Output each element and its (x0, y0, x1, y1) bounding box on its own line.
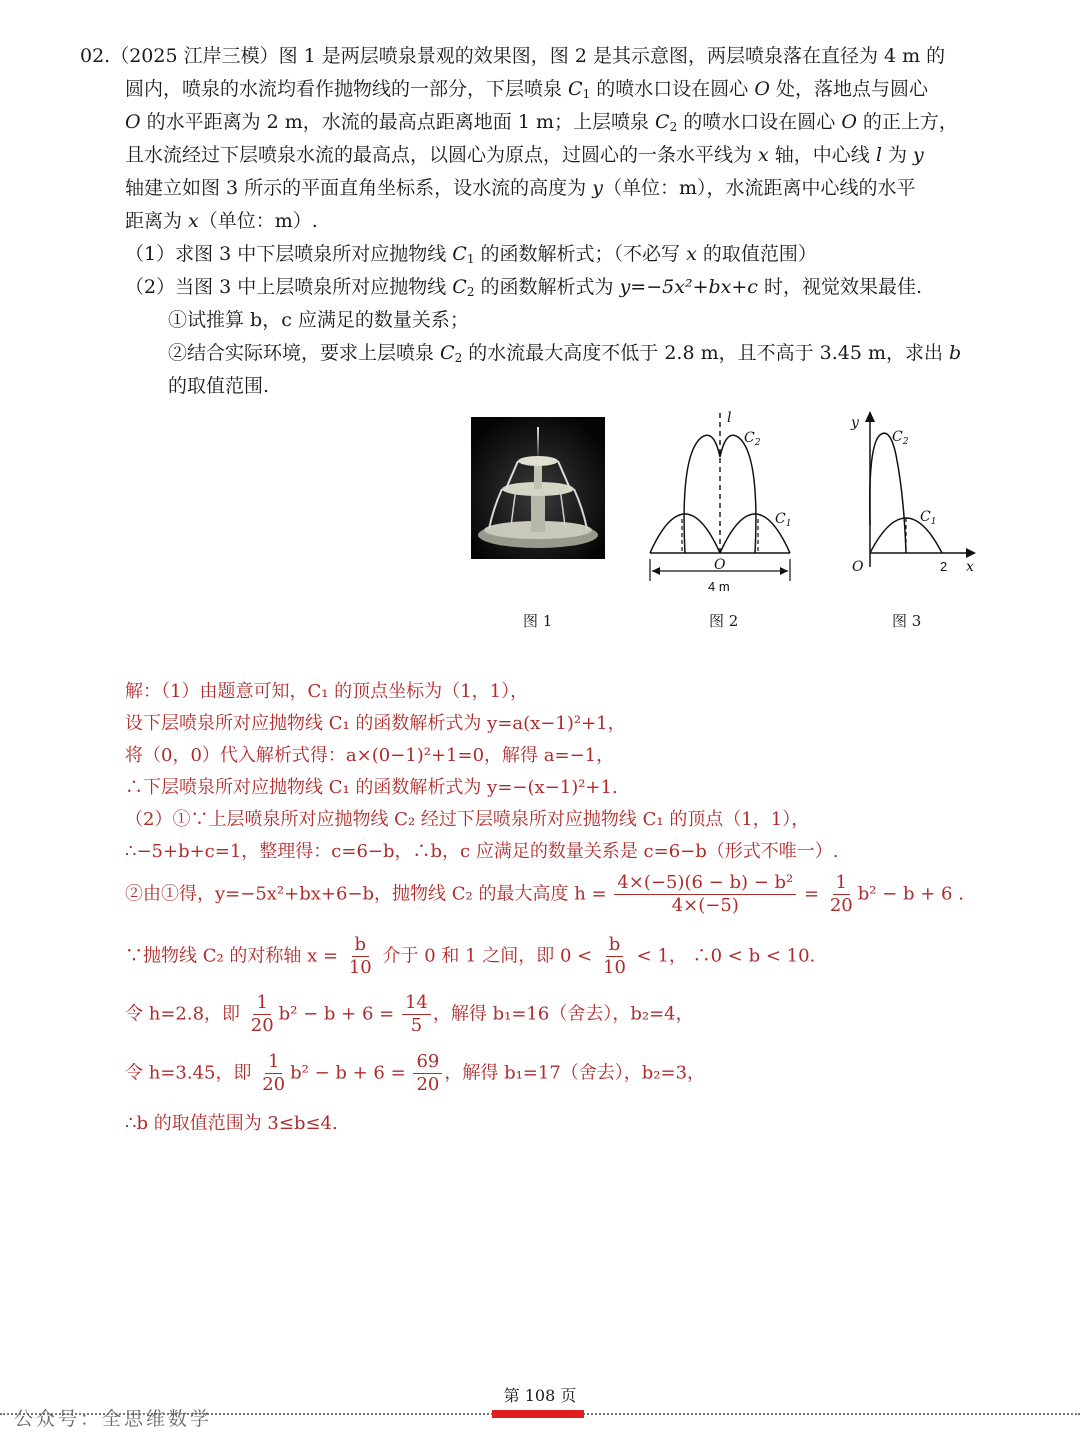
question-2-1: ①试推算 b，c 应满足的数量关系； (168, 309, 469, 331)
watermark: 公众号：全思维数学 (14, 1408, 213, 1430)
max-height-fraction: $\frac{\text{4×(−5)(6 − b) − b²}}{4\times(-5)}$ (614, 872, 796, 917)
solution-line-8: ∵抛物线 C₂ 的对称轴 x = $\frac{b}{10}$ 介于 0 和 1 之间，即 0 < $\frac{b}{10}$ < 1， ∴0 < b < 10. (125, 934, 816, 978)
svg-text:C2: $C_2$ (744, 430, 761, 448)
solution-line-7: ②由①得，y=−5x²+bx+6−b，抛物线 C₂ 的最大高度 h = $\frac{\text{4×(−5)(6 − b) − b²}}{4\times(-5)}$ = $\frac{1}{20}$ b² − b + 6 . (125, 872, 964, 916)
svg-text:2: 2 (940, 559, 948, 574)
solution-line-1: 解：（1）由题意可知，C₁ 的顶点坐标为（1，1）， (125, 681, 529, 702)
problem-line-4: 且水流经过下层喷泉水流的最高点，以圆心为原点，过圆心的一条水平线为 x 轴，中心线 l 为 y (125, 144, 924, 166)
question-2-2: ②结合实际环境，要求上层喷泉 $C_2$ 的水流最大高度不低于 2.8 m，且不高于 3.45 m，求出 b (168, 342, 962, 365)
svg-text:y: y (851, 415, 859, 431)
page-number: 第 108 页 (503, 1386, 577, 1405)
figure-3-coordinate (840, 405, 990, 585)
problem-line-5: 轴建立如图 3 所示的平面直角坐标系，设水流的高度为 y（单位：m），水流距离中心线的水平 (125, 177, 916, 199)
width-label-4m: 4 m (708, 579, 730, 594)
solution-line-11: ∴b 的取值范围为 3≤b≤4. (125, 1113, 338, 1134)
solution-line-4: ∴下层喷泉所对应抛物线 C₁ 的函数解析式为 y=−(x−1)²+1. (125, 777, 618, 798)
question-1: （1）求图 3 中下层喷泉所对应抛物线 $C_1$ 的函数解析式；（不必写 x 的取值范围） (125, 243, 817, 266)
problem-line-2: 圆内，喷泉的水流均看作抛物线的一部分，下层喷泉 $C_1$ 的喷水口设在圆心 O 处，落地点与圆心 (125, 78, 928, 101)
figure-2-label: 图 2 (709, 612, 739, 630)
question-2: （2）当图 3 中上层喷泉所对应抛物线 $C_2$ 的函数解析式为 y=−5x²+bx+c 时，视觉效果最佳. (125, 276, 923, 299)
figures (0, 405, 1080, 645)
solution-line-10: 令 h=3.45，即 $\frac{1}{20}$ b² − b + 6 = $\frac{69}{20}$ ，解得 b₁=17（舍去），b₂=3， (125, 1051, 706, 1095)
problem-line-6: 距离为 x（单位：m）. (125, 210, 318, 232)
figure-1-label: 图 1 (523, 612, 553, 630)
svg-text:C1: $C_1$ (920, 509, 937, 527)
solution-line-2: 设下层喷泉所对应抛物线 C₁ 的函数解析式为 y=a(x−1)²+1， (125, 713, 626, 734)
fountain-photo (471, 417, 605, 559)
problem-statement (80, 40, 1000, 403)
c2-curve-fig3 (870, 433, 906, 553)
solution-line-9: 令 h=2.8，即 $\frac{1}{20}$ b² − b + 6 = $\frac{14}{5}$ ，解得 b₁=16（舍去），b₂=4， (125, 992, 694, 1036)
svg-text:O: O (852, 559, 864, 575)
label-l: l (727, 410, 732, 426)
problem-line-1: 02.（2025 江岸三模）图 1 是两层喷泉景观的效果图，图 2 是其示意图，两层喷泉落在直径为 4 m 的 (80, 45, 946, 67)
question-2-2-cont: 的取值范围. (168, 375, 270, 397)
solution-line-5: （2）①∵上层喷泉所对应抛物线 C₂ 经过下层喷泉所对应抛物线 C₁ 的顶点（1，1）， (125, 809, 810, 830)
figure-3-label: 图 3 (892, 612, 922, 630)
solution-line-3: 将（0，0）代入解析式得：a×(0−1)²+1=0，解得 a=−1， (125, 745, 615, 766)
svg-text:C1: $C_1$ (775, 511, 792, 529)
footer-accent-bar (492, 1410, 584, 1418)
svg-text:x: x (966, 559, 974, 575)
svg-text:C2: $C_2$ (892, 429, 909, 447)
svg-text:O: O (714, 557, 726, 573)
solution-line-6: ∴−5+b+c=1，整理得：c=6−b，∴b，c 应满足的数量关系是 c=6−b（形式不唯一）. (125, 841, 839, 862)
figure-2-diagram (640, 405, 800, 600)
problem-line-3: O 的水平距离为 2 m，水流的最高点距离地面 1 m；上层喷泉 $C_2$ 的喷水口设在圆心 O 的正上方， (125, 111, 958, 134)
